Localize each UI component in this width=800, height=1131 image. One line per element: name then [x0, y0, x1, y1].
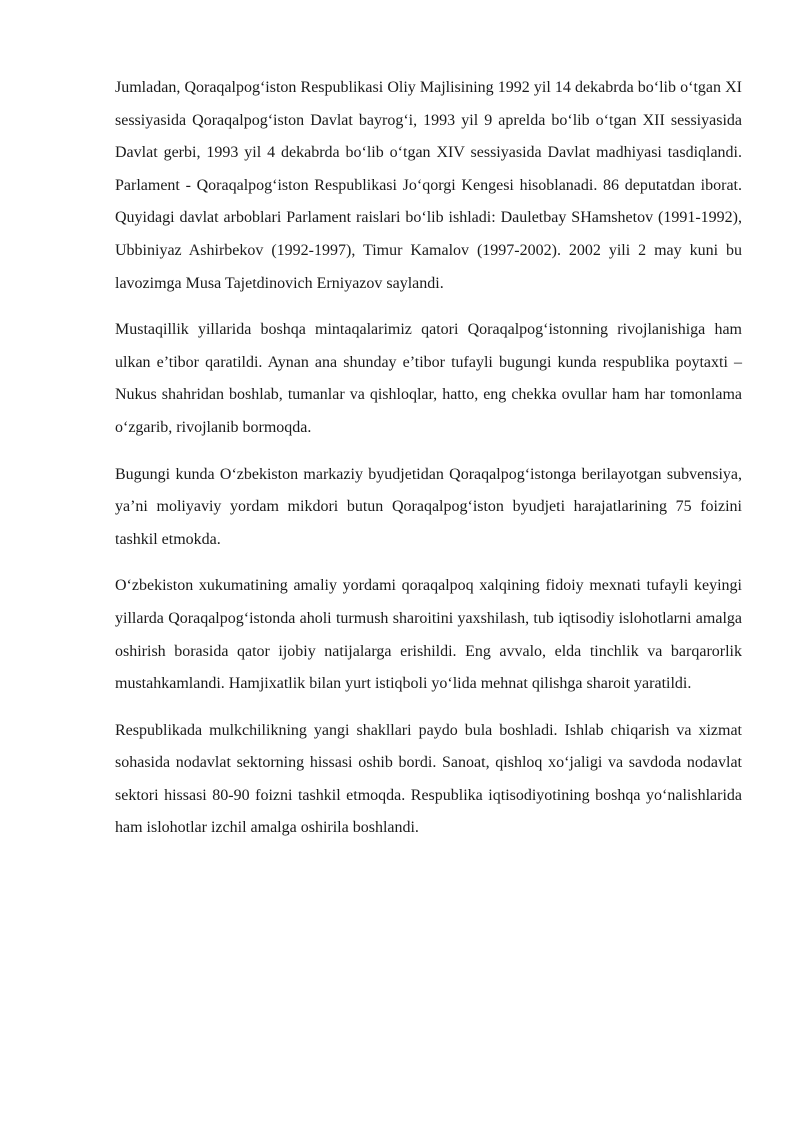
- paragraph-2: Mustaqillik yillarida boshqa mintaqalarimiz qatori Qoraqalpog‘istonning rivojlanishiga ham ulkan e’tibor qaratildi. Aynan ana shunday e’tibor tufayli bugungi kunda respublika poytaxti – Nukus shahridan boshlab, tumanlar va qishloqlar, hatto, eng chekka ovullar ham har tomonlama o‘zgarib, rivojlanib bormoqda.: [115, 321, 742, 436]
- paragraph-3: Bugungi kunda O‘zbekiston markaziy byudjetidan Qoraqalpog‘istonga berilayotgan subvensiya, ya’ni moliyaviy yordam mikdori butun Qoraqalpog‘iston byudjeti harajatlarining 75 foizini tashkil etmokda.: [115, 465, 742, 548]
- paragraph-1: Jumladan, Qoraqalpog‘iston Respublikasi Oliy Majlisining 1992 yil 14 dekabrda bo‘lib o‘tgan XI sessiyasida Qoraqalpog‘iston Davlat bayrog‘i, 1993 yil 9 aprelda bo‘lib o‘tgan XII sessiyasida Davlat gerbi, 1993 yil 4 dekabrda bo‘lib o‘tgan XIV sessiyasida Davlat madhiyasi tasdiqlandi. Parlament - Qoraqalpog‘iston Respublikasi Jo‘qorgi Kengesi hisoblanadi. 86 deputatdan iborat. Quyidagi davlat arboblari Parlament raislari bo‘lib ishladi: Dauletbay SHamshetov (1991-1992), Ubbiniyaz Ashirbekov (1992-1997), Timur Kamalov (1997-2002). 2002 yili 2 may kuni bu lavozimga Musa Tajetdinovich Erniyazov saylandi.: [115, 79, 742, 292]
- paragraph-5: Respublikada mulkchilikning yangi shakllari paydo bula boshladi. Ishlab chiqarish va xizmat sohasida nodavlat sektorning hissasi oshib bordi. Sanoat, qishloq xo‘jaligi va savdoda nodavlat sektori hissasi 80-90 foizni tashkil etmoqda. Respublika iqtisodiyotining boshqa yo‘nalishlarida ham islohotlar izchil amalga oshirila boshlandi.: [115, 721, 742, 837]
- paragraph-4: O‘zbekiston xukumatining amaliy yordami qoraqalpoq xalqining fidoiy mexnati tufayli keyingi yillarda Qoraqalpog‘istonda aholi turmush sharoitini yaxshilash, tub iqtisodiy islohotlarni amalga oshirish borasida qator ijobiy natijalarga erishildi. Eng avvalo, elda tinchlik va barqarorlik mustahkamlandi. Hamjixatlik bilan yurt istiqboli yo‘lida mehnat qilishga sharoit yaratildi.: [115, 577, 742, 693]
- document-page: [115, 72, 742, 859]
